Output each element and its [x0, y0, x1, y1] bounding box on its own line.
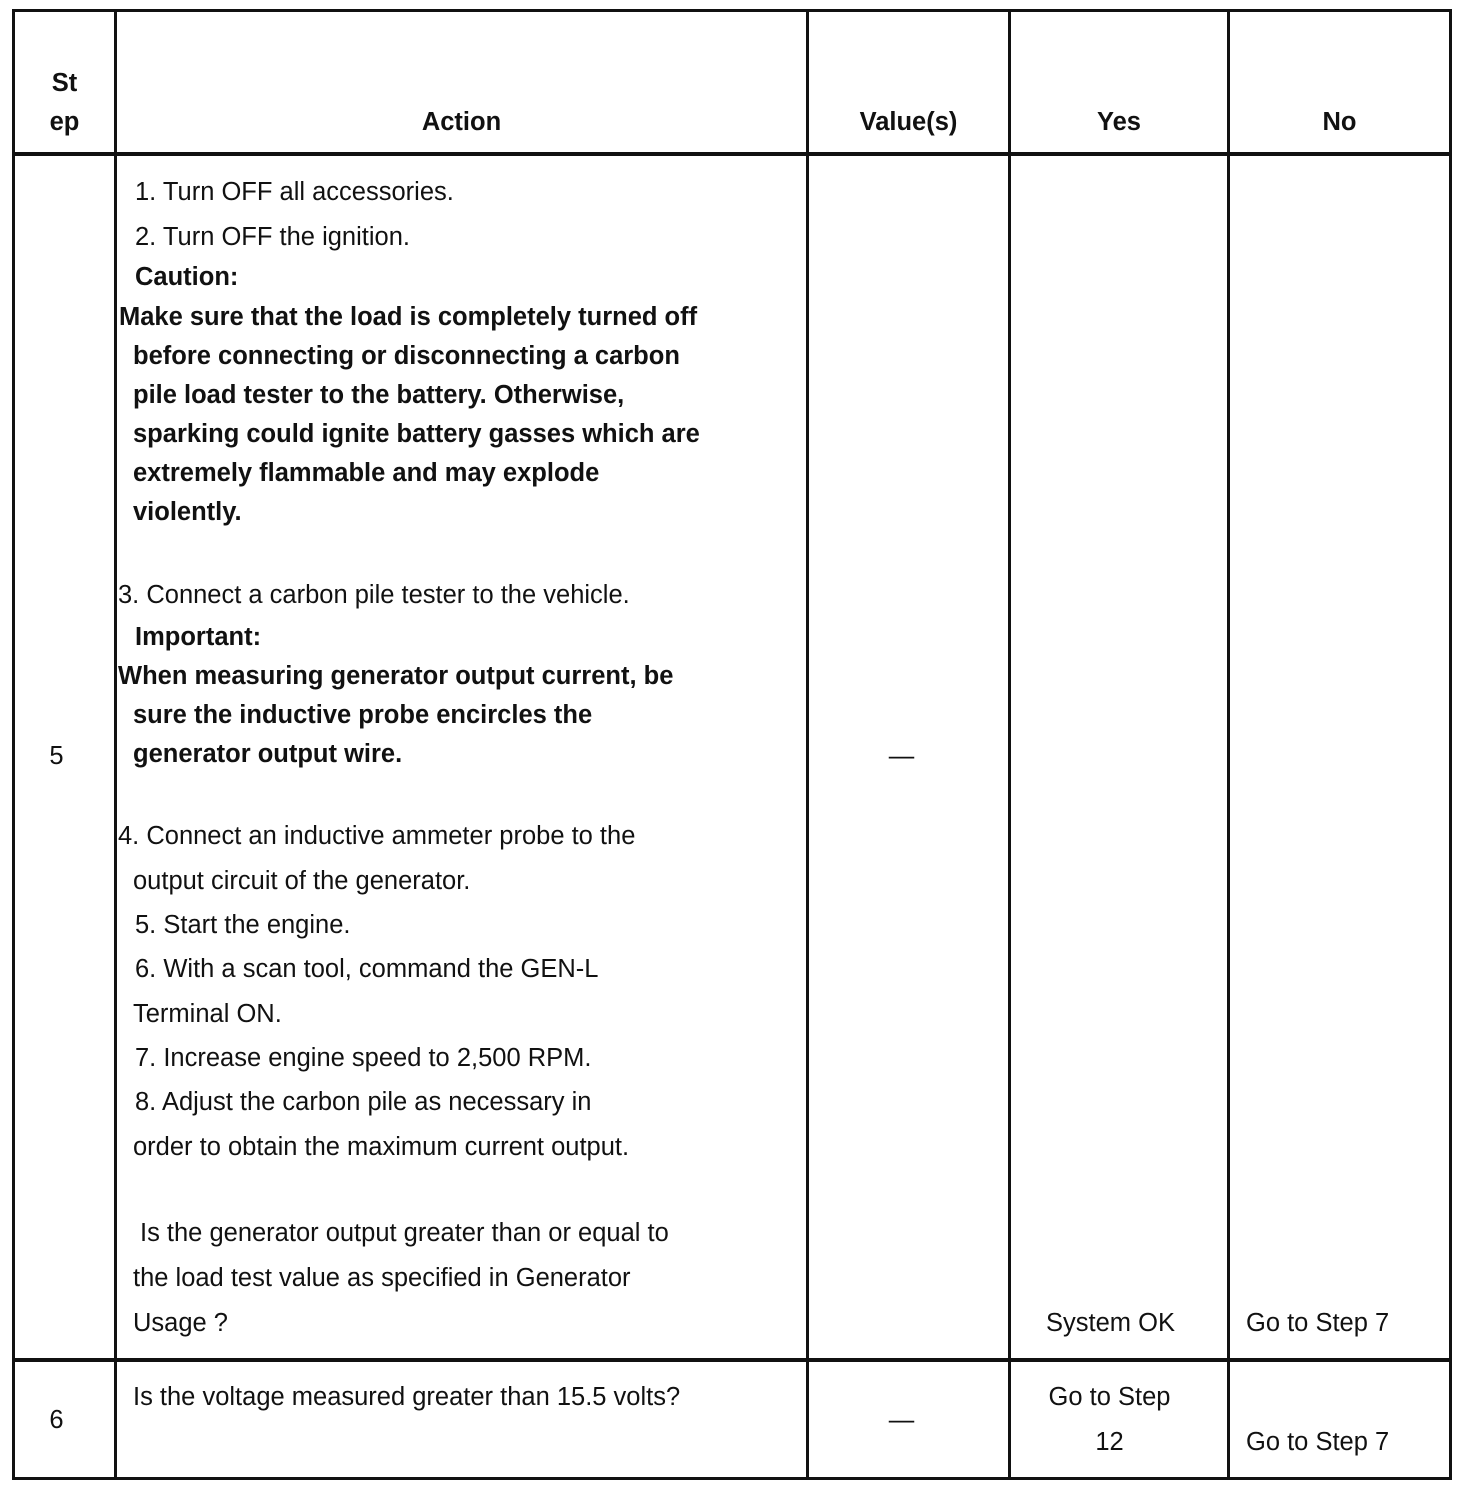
- row5-action-line: Terminal ON.: [133, 1000, 282, 1028]
- caution-text-line: extremely flammable and may explode: [133, 459, 600, 487]
- row6-action: Is the voltage measured greater than 15.5 volts?: [133, 1383, 681, 1411]
- row5-action-line: 8. Adjust the carbon pile as necessary in: [135, 1088, 592, 1116]
- important-text-line: sure the inductive probe encircles the: [133, 701, 593, 729]
- header-values: Value(s): [859, 108, 958, 136]
- row6-yes-line2: 12: [1095, 1428, 1124, 1456]
- row5-action-line: 2. Turn OFF the ignition.: [135, 223, 410, 251]
- row5-step: 5: [49, 742, 64, 770]
- row5-value: —: [888, 742, 915, 770]
- column-divider-values: [1008, 9, 1011, 1480]
- caution-text-line: pile load tester to the battery. Otherwise,: [133, 381, 625, 409]
- row6-yes-line1: Go to Step: [1048, 1383, 1171, 1411]
- header-divider: [12, 152, 1452, 156]
- caution-title: Caution:: [135, 263, 239, 291]
- row6-step: 6: [49, 1406, 64, 1434]
- caution-text-line: before connecting or disconnecting a carbon: [133, 342, 680, 370]
- table-border-top: [12, 9, 1452, 12]
- row5-action-line: 5. Start the engine.: [135, 911, 351, 939]
- important-text-line: generator output wire.: [133, 740, 403, 768]
- row5-action-line: 6. With a scan tool, command the GEN-L: [135, 955, 599, 983]
- important-title: Important:: [135, 623, 262, 651]
- row5-question-line: Usage ?: [133, 1309, 228, 1337]
- header-action: Action: [421, 108, 502, 136]
- column-divider-yes: [1227, 9, 1230, 1480]
- caution-text-line: violently.: [133, 498, 242, 526]
- row5-action-line: 3. Connect a carbon pile tester to the vehicle.: [118, 581, 630, 609]
- caution-text-line: Make sure that the load is completely turned off: [119, 303, 698, 331]
- column-divider-step: [114, 9, 117, 1480]
- header-no: No: [1322, 108, 1357, 136]
- row5-action-line: 4. Connect an inductive ammeter probe to the: [118, 822, 636, 850]
- row5-action-line: 7. Increase engine speed to 2,500 RPM.: [135, 1044, 592, 1072]
- row6-value: —: [888, 1406, 915, 1434]
- header-step-line1: St: [51, 69, 78, 97]
- row6-no: Go to Step 7: [1246, 1428, 1390, 1456]
- row5-action-line: output circuit of the generator.: [133, 867, 471, 895]
- row5-action-line: 1. Turn OFF all accessories.: [135, 178, 454, 206]
- row5-no: Go to Step 7: [1246, 1309, 1390, 1337]
- table-border-right: [1449, 9, 1452, 1480]
- row5-yes: System OK: [1046, 1309, 1175, 1337]
- caution-text-line: sparking could ignite battery gasses which are: [133, 420, 700, 448]
- row5-question-line: the load test value as specified in Generator: [133, 1264, 631, 1292]
- row5-question-line: Is the generator output greater than or equal to: [140, 1219, 669, 1247]
- header-step-line2: ep: [49, 108, 80, 136]
- table-border-bottom: [12, 1477, 1452, 1480]
- row-divider: [12, 1358, 1452, 1362]
- important-text-line: When measuring generator output current, be: [118, 662, 674, 690]
- row5-action-line: order to obtain the maximum current output.: [133, 1133, 630, 1161]
- header-yes: Yes: [1097, 108, 1141, 136]
